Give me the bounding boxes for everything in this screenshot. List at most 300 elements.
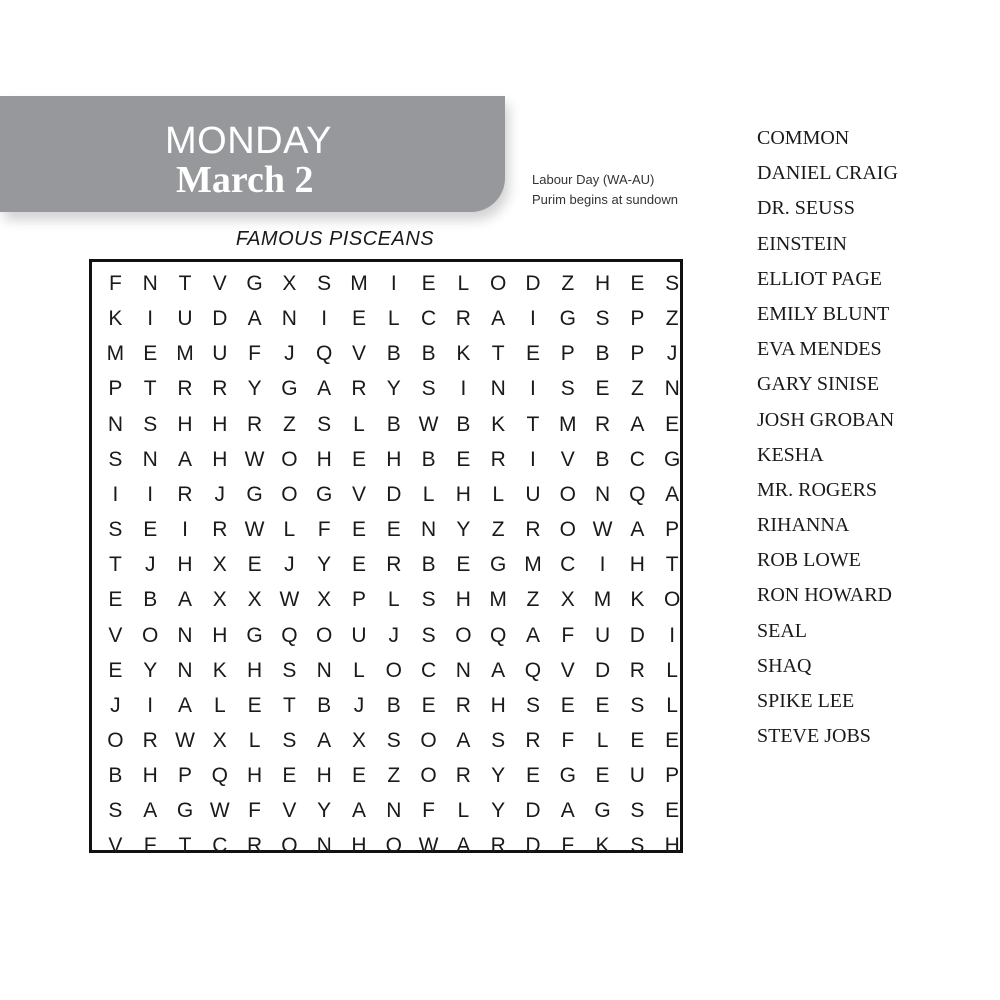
grid-letter: A: [247, 307, 262, 331]
grid-letter: V: [351, 482, 366, 506]
grid-letter: Q: [524, 658, 542, 682]
grid-letter: B: [421, 553, 436, 577]
grid-letter: H: [316, 447, 332, 471]
grid-letter: Q: [629, 482, 646, 506]
grid-letter: O: [281, 482, 298, 506]
grid-letter: G: [489, 553, 507, 577]
grid-letter: W: [175, 728, 195, 752]
grid-letter: L: [422, 482, 435, 506]
grid-row: [98, 758, 690, 793]
grid-letter: W: [592, 518, 613, 542]
grid-letter: E: [630, 728, 645, 752]
grid-letter: I: [669, 623, 676, 647]
grid-letter: I: [112, 482, 119, 506]
grid-letter: A: [630, 412, 645, 436]
grid-letter: V: [560, 447, 575, 471]
grid-letter: F: [317, 518, 331, 542]
grid-letter: M: [106, 342, 125, 366]
grid-letter: I: [460, 377, 467, 401]
grid-row: [98, 828, 690, 863]
grid-row: [98, 793, 690, 828]
holiday-note: Labour Day (WA-AU): [532, 172, 655, 187]
word-search-grid: [89, 259, 683, 858]
grid-letter: D: [525, 834, 541, 858]
grid-letter: W: [418, 834, 439, 858]
grid-letter: R: [525, 728, 541, 752]
grid-letter: S: [108, 799, 123, 823]
grid-letter: E: [665, 728, 680, 752]
grid-letter: O: [455, 623, 472, 647]
grid-letter: O: [385, 834, 402, 858]
grid-letter: R: [247, 834, 263, 858]
grid-letter: I: [147, 693, 154, 717]
grid-letter: I: [321, 307, 328, 331]
grid-letter: E: [108, 658, 123, 682]
grid-letter: G: [246, 272, 263, 295]
grid-letter: N: [594, 482, 611, 506]
grid-letter: S: [595, 307, 610, 331]
grid-letter: F: [143, 834, 157, 858]
grid-letter: L: [666, 658, 678, 682]
grid-letter: E: [351, 447, 366, 471]
grid-letter: H: [212, 412, 228, 436]
grid-letter: R: [177, 377, 193, 401]
grid-letter: Y: [491, 799, 506, 823]
word-list-item: JOSH GROBAN: [757, 408, 895, 431]
grid-letter: E: [421, 693, 436, 717]
grid-letter: C: [212, 834, 228, 858]
grid-letter: V: [282, 799, 297, 823]
grid-row: [98, 266, 690, 301]
grid-letter: N: [281, 307, 297, 331]
word-list-item: SPIKE LEE: [757, 690, 855, 712]
grid-letter: S: [108, 447, 123, 471]
grid-letter: A: [525, 623, 540, 647]
grid-letter: R: [247, 412, 263, 436]
grid-letter: E: [525, 342, 540, 366]
grid-letter: H: [247, 658, 263, 682]
grid-letter: J: [284, 342, 295, 366]
word-list-item: ROB LOWE: [757, 549, 861, 572]
grid-letter: L: [596, 728, 609, 752]
grid-row: [98, 723, 690, 758]
grid-letter: X: [351, 728, 366, 752]
grid-letter: N: [316, 834, 332, 858]
grid-letter: H: [455, 482, 471, 506]
grid-letter: S: [108, 518, 123, 542]
grid-letter: H: [386, 447, 402, 471]
grid-letter: P: [665, 518, 680, 542]
grid-letter: A: [317, 728, 332, 752]
grid-letter: Y: [317, 553, 332, 577]
grid-letter: E: [247, 553, 262, 577]
grid-letter: I: [147, 482, 154, 506]
grid-letter: A: [456, 834, 471, 858]
grid-letter: H: [247, 764, 263, 788]
grid-letter: P: [560, 342, 575, 366]
grid-letter: N: [177, 658, 193, 682]
holiday-notes: [532, 170, 678, 210]
grid-letter: L: [387, 588, 400, 612]
grid-letter: S: [630, 799, 645, 823]
grid-letter: N: [177, 623, 193, 647]
grid-letter: E: [665, 799, 680, 823]
word-list-item: ELLIOT PAGE: [757, 267, 882, 290]
grid-letter: A: [177, 447, 192, 471]
grid-letter: G: [594, 799, 611, 823]
grid-letter: M: [524, 553, 542, 577]
grid-letter: F: [108, 272, 122, 295]
grid-letter: Y: [143, 658, 158, 682]
grid-letter: X: [212, 728, 227, 752]
grid-letter: T: [491, 342, 505, 366]
grid-letter: S: [143, 412, 158, 436]
grid-letter: X: [212, 588, 227, 612]
grid-letter: R: [629, 658, 645, 682]
grid-letter: U: [177, 307, 193, 331]
grid-letter: O: [142, 623, 159, 647]
grid-letter: F: [561, 728, 575, 752]
grid-letter: B: [317, 693, 332, 717]
word-list-item: SEAL: [757, 619, 807, 642]
grid-letter: H: [629, 553, 645, 577]
word-list-item: DANIEL CRAIG: [757, 162, 898, 185]
grid-letter: K: [108, 307, 123, 331]
grid-letter: C: [560, 553, 576, 577]
grid-letter: W: [244, 518, 265, 542]
grid-letter: J: [144, 553, 156, 577]
grid-letter: O: [420, 764, 437, 788]
grid-row: [98, 407, 690, 442]
grid-letter: S: [630, 834, 645, 858]
grid-letter: V: [108, 623, 123, 647]
word-list-item: RON HOWARD: [757, 584, 892, 607]
grid-letter: E: [525, 764, 540, 788]
grid-letter: V: [108, 834, 123, 858]
grid-letter: Y: [386, 377, 401, 401]
grid-letter: E: [351, 518, 366, 542]
word-list-item: EVA MENDES: [757, 338, 882, 361]
grid-letter: T: [143, 377, 157, 401]
grid-letter: J: [388, 623, 400, 647]
grid-letter: R: [386, 553, 402, 577]
word-list-item: STEVE JOBS: [757, 725, 871, 748]
grid-letter: P: [630, 307, 645, 331]
grid-letter: K: [491, 412, 506, 436]
grid-letter: D: [525, 799, 541, 823]
grid-letter: H: [177, 412, 193, 436]
grid-row: [98, 301, 690, 336]
grid-letter: S: [421, 377, 436, 401]
grid-letter: G: [246, 623, 263, 647]
grid-letter: S: [421, 623, 436, 647]
grid-letter: M: [489, 588, 507, 612]
grid-letter: E: [595, 377, 610, 401]
grid-letter: E: [421, 272, 436, 295]
grid-letter: H: [664, 834, 680, 858]
grid-letter: T: [665, 553, 679, 577]
grid-letter: E: [595, 693, 610, 717]
grid-letter: N: [107, 412, 123, 436]
grid-letter: A: [177, 693, 192, 717]
grid-letter: A: [143, 799, 158, 823]
grid-letter: O: [107, 728, 124, 752]
grid-letter: H: [594, 272, 611, 295]
grid-letter: Q: [489, 623, 507, 647]
grid-letter: R: [455, 764, 471, 788]
grid-letter: E: [351, 553, 366, 577]
grid-row: [98, 547, 690, 582]
grid-letter: A: [560, 799, 575, 823]
grid-letter: R: [490, 834, 506, 858]
grid-letter: K: [595, 834, 610, 858]
grid-letter: X: [247, 588, 262, 612]
grid-letter: E: [595, 764, 610, 788]
grid-letter: R: [212, 377, 228, 401]
day-of-week: MONDAY: [165, 120, 332, 162]
grid-letter: W: [418, 412, 439, 436]
grid-letter: F: [248, 799, 261, 823]
grid-row: [98, 688, 690, 723]
grid-row: [98, 477, 690, 512]
grid-letter: W: [209, 799, 230, 823]
grid-letter: U: [525, 482, 541, 506]
word-list: [757, 124, 898, 757]
grid-letter: T: [282, 693, 296, 717]
grid-letter: H: [351, 834, 367, 858]
grid-letter: V: [560, 658, 575, 682]
grid-letter: U: [629, 764, 645, 788]
grid-letter: C: [420, 307, 437, 331]
grid-letter: E: [630, 272, 645, 295]
grid-letter: K: [212, 658, 227, 682]
grid-letter: R: [490, 447, 506, 471]
grid-letter: R: [351, 377, 367, 401]
grid-row: [98, 618, 690, 653]
grid-letter: E: [351, 764, 366, 788]
grid-letter: Y: [247, 377, 262, 401]
grid-letter: Z: [561, 272, 575, 295]
grid-letter: S: [386, 728, 401, 752]
grid-row: [98, 371, 690, 406]
grid-letter: R: [525, 518, 541, 542]
grid-letter: I: [530, 447, 536, 471]
grid-letter: E: [351, 307, 366, 331]
grid-letter: N: [386, 799, 402, 823]
grid-letter: M: [176, 342, 194, 366]
grid-letter: M: [593, 588, 612, 612]
grid-letter: E: [247, 693, 262, 717]
grid-letter: T: [526, 412, 540, 436]
grid-letter: O: [420, 728, 437, 752]
grid-letter: H: [142, 764, 158, 788]
grid-letter: O: [281, 447, 298, 471]
grid-row: [98, 653, 690, 688]
grid-letter: R: [142, 728, 158, 752]
word-list-item: EINSTEIN: [757, 232, 847, 255]
grid-letter: A: [491, 658, 506, 682]
grid-letter: D: [525, 272, 541, 295]
grid-letter: O: [385, 658, 402, 682]
grid-letter: N: [490, 377, 506, 401]
grid-letter: F: [561, 834, 575, 858]
grid-letter: E: [456, 447, 471, 471]
grid-row: [98, 442, 690, 477]
grid-letter: S: [282, 658, 297, 682]
grid-letter: C: [629, 447, 645, 471]
grid-letter: R: [177, 482, 193, 506]
grid-letter: F: [422, 799, 435, 823]
grid-letter: B: [595, 342, 610, 366]
word-list-item: RIHANNA: [757, 514, 850, 537]
grid-letter: L: [353, 658, 365, 682]
grid-letter: I: [530, 377, 536, 401]
grid-letter: O: [316, 623, 333, 647]
grid-letter: L: [457, 272, 470, 295]
grid-letter: F: [561, 623, 575, 647]
grid-letter: M: [559, 412, 577, 436]
word-list-item: KESHA: [757, 443, 824, 466]
grid-letter: S: [525, 693, 540, 717]
grid-letter: H: [212, 447, 228, 471]
grid-letter: Y: [456, 518, 471, 542]
grid-letter: G: [281, 377, 298, 401]
grid-letter: P: [630, 342, 645, 366]
grid-letter: Z: [526, 588, 540, 612]
holiday-note: Purim begins at sundown: [532, 192, 678, 207]
grid-letter: A: [665, 482, 680, 506]
grid-letter: O: [663, 588, 681, 612]
grid-letter: B: [386, 342, 401, 366]
grid-letter: B: [456, 412, 471, 436]
grid-letter: J: [666, 342, 678, 366]
grid-letter: O: [281, 834, 298, 858]
grid-letter: S: [560, 377, 575, 401]
grid-letter: E: [282, 764, 297, 788]
grid-letter: X: [212, 553, 227, 577]
grid-letter: R: [455, 307, 471, 331]
grid-letter: D: [212, 307, 228, 331]
grid-letter: E: [143, 342, 158, 366]
grid-letter: S: [630, 693, 645, 717]
grid-letter: A: [456, 728, 471, 752]
grid-letter: B: [108, 764, 123, 788]
grid-letter: P: [351, 588, 366, 612]
grid-letter: I: [147, 307, 154, 331]
grid-letter: L: [248, 728, 261, 752]
grid-letter: C: [420, 658, 437, 682]
grid-letter: D: [629, 623, 645, 647]
grid-letter: N: [316, 658, 332, 682]
grid-letter: N: [142, 447, 158, 471]
grid-letter: R: [455, 693, 471, 717]
grid-row: [98, 512, 690, 547]
word-list-item: MR. ROGERS: [757, 478, 878, 501]
grid-letter: T: [108, 553, 122, 577]
grid-letter: J: [353, 693, 365, 717]
grid-letter: N: [142, 272, 158, 295]
grid-letter: J: [110, 693, 121, 717]
grid-letter: I: [530, 307, 536, 331]
grid-letter: E: [108, 588, 123, 612]
grid-letter: Q: [211, 764, 228, 788]
grid-letter: E: [386, 518, 401, 542]
grid-letter: G: [559, 764, 576, 788]
grid-letter: L: [213, 693, 226, 717]
grid-letter: I: [182, 518, 188, 542]
grid-letter: E: [560, 693, 575, 717]
grid-letter: N: [664, 377, 680, 401]
grid-letter: K: [630, 588, 645, 612]
grid-letter: G: [559, 307, 576, 331]
grid-letter: M: [350, 272, 368, 295]
grid-letter: O: [559, 518, 576, 542]
grid-letter: L: [283, 518, 296, 542]
grid-letter: V: [212, 272, 227, 295]
grid-letter: J: [214, 482, 226, 506]
grid-letter: Q: [316, 342, 333, 366]
grid-letter: S: [421, 588, 436, 612]
grid-letter: P: [108, 377, 123, 401]
word-list-item: GARY SINISE: [757, 373, 880, 396]
grid-letter: L: [666, 693, 678, 717]
grid-letter: H: [177, 553, 193, 577]
grid-letter: W: [244, 447, 265, 471]
word-list-item: EMILY BLUNT: [757, 302, 890, 325]
grid-letter: D: [386, 482, 402, 506]
grid-letter: H: [316, 764, 332, 788]
grid-letter: A: [351, 799, 366, 823]
grid-letter: V: [351, 342, 366, 366]
grid-letter: B: [143, 588, 158, 612]
grid-letter: U: [212, 342, 228, 366]
grid-letter: S: [317, 272, 332, 295]
grid-letter: P: [665, 764, 680, 788]
grid-letter: K: [456, 342, 471, 366]
grid-letter: Q: [281, 623, 298, 647]
grid-letter: X: [317, 588, 332, 612]
grid-letter: B: [386, 693, 401, 717]
grid-letter: S: [491, 728, 506, 752]
grid-row: [98, 582, 690, 617]
grid-letter: Y: [491, 764, 506, 788]
grid-letter: I: [599, 553, 606, 577]
grid-letter: Z: [491, 518, 505, 542]
grid-letter: G: [316, 482, 333, 506]
grid-letter: D: [594, 658, 611, 682]
grid-letter: B: [421, 342, 436, 366]
grid-letter: N: [455, 658, 471, 682]
grid-letter: G: [663, 447, 681, 471]
grid-letter: A: [177, 588, 192, 612]
grid-letter: Y: [317, 799, 332, 823]
grid-letter: B: [386, 412, 401, 436]
grid-letter: H: [212, 623, 228, 647]
word-list-item: SHAQ: [757, 654, 812, 677]
grid-letter: E: [456, 553, 471, 577]
grid-letter: E: [143, 518, 158, 542]
grid-row: [98, 336, 690, 371]
grid-letter: U: [351, 623, 367, 647]
grid-letter: L: [457, 799, 470, 823]
grid-letter: L: [387, 307, 400, 331]
grid-letter: H: [490, 693, 506, 717]
grid-letter: Z: [665, 307, 679, 331]
grid-letter: Z: [630, 377, 644, 401]
grid-letter: E: [665, 412, 680, 436]
grid-letter: R: [212, 518, 228, 542]
grid-letter: X: [282, 272, 297, 295]
